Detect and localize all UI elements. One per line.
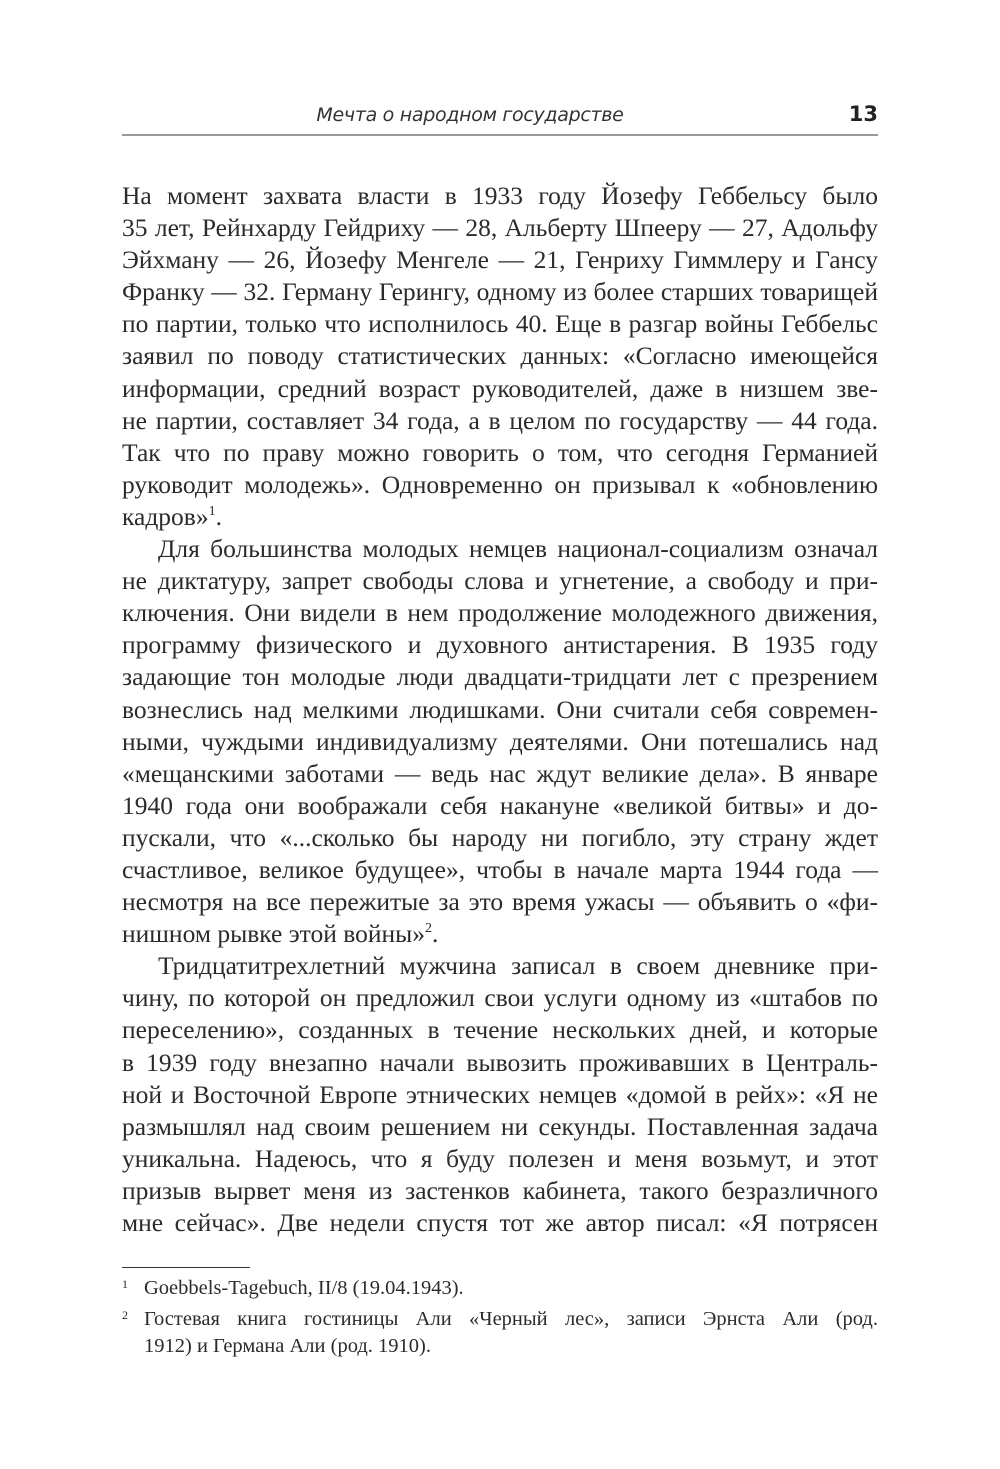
text-line: заявил по поводу статистических данных: «Согласно имеющейся	[122, 341, 878, 371]
footnote-1	[122, 1275, 878, 1302]
text-line: несмотря на все пережитые за это время ужасы — объявить о «фи-	[122, 887, 878, 917]
footnote-ref[interactable]: 2	[425, 921, 433, 937]
text-line: вознеслись над мелкими людишками. Они считали себя современ-	[122, 694, 878, 724]
text-line: Так что по праву можно говорить о том, что сегодня Германией	[122, 437, 878, 467]
text-line: нишном рывке этой войны»$^2$.	[122, 919, 439, 949]
text-line: ными, чуждыми индивидуализму деятелями. Они потешались над	[122, 726, 878, 756]
text-line: программу физического и духовного антистарения. В 1935 году	[122, 630, 878, 660]
text-line: переселению», созданных в течение нескольких дней, и которые	[122, 1015, 878, 1045]
footnote-line: Гостевая книга гостиницы Али «Черный лес», записи Эрнста Али (род.	[144, 1308, 878, 1330]
text-line: Эйхману — 26, Йозефу Менгеле — 21, Генриху Гиммлеру и Гансу	[122, 245, 878, 275]
text-line: счастливое, великое будущее», чтобы в начале марта 1944 года —	[122, 854, 878, 884]
text-line: ной и Восточной Европе этнических немцев «домой в рейх»: «Я не	[122, 1079, 878, 1109]
text-line: размышлял над своим решением ни секунды. Поставленная задача	[122, 1111, 878, 1141]
footnote-ref[interactable]: 1	[208, 503, 216, 519]
text-line: не партии, составляет 34 года, а в целом по государству — 44 года.	[122, 405, 878, 435]
text-line: Тридцатитрехлетний мужчина записал в своем дневнике при-	[158, 951, 878, 981]
text-line: уникальна. Надеюсь, что я буду полезен и меня возьмут, и этот	[122, 1143, 878, 1173]
text-line: руководит молодежь». Одновременно он призывал к «обновлению	[122, 469, 878, 499]
paragraph	[122, 180, 878, 533]
footnote-line: 1912) и Германа Али (род. 1910).	[144, 1335, 431, 1357]
text-line: информации, средний возраст руководителей, даже в низшем зве-	[122, 373, 878, 403]
text-line: 35 лет, Рейнхарду Гейдриху — 28, Альберту Шпееру — 27, Адольфу	[122, 213, 878, 243]
paragraph	[122, 950, 878, 1239]
footnote-line: Goebbels-Tagebuch, II/8 (19.04.1943).	[144, 1277, 464, 1299]
text-line: кадров»$^1$.	[122, 501, 222, 531]
page-number: 13	[848, 102, 878, 126]
paragraph	[122, 533, 878, 950]
body-text	[122, 180, 878, 1239]
footnote-2	[122, 1306, 878, 1360]
text-line: ключения. Они видели в нем продолжение молодежного движения,	[122, 598, 878, 628]
text-line: На момент захвата власти в 1933 году Йозефу Геббельсу было	[122, 181, 878, 210]
footnote-mark: 1	[122, 1277, 128, 1291]
text-line: 1940 года они воображали себя накануне «великой битвы» и до-	[122, 790, 878, 820]
footnote-divider	[122, 1267, 250, 1268]
running-header	[122, 100, 878, 136]
text-line: задающие тон молодые люди двадцати-тридцати лет с презрением	[122, 662, 878, 692]
text-line: Франку — 32. Герману Герингу, одному из более старших товарищей	[122, 277, 878, 307]
text-line: пускали, что «...сколько бы народу ни погибло, эту страну ждет	[122, 822, 878, 852]
text-line: в 1939 году внезапно начали вывозить проживавших в Централь-	[122, 1047, 878, 1077]
text-line: чину, по которой он предложил свои услуги одному из «штабов по	[122, 983, 878, 1013]
footnotes	[122, 1275, 878, 1364]
footnote-mark: 2	[122, 1308, 128, 1322]
text-line: «мещанскими заботами — ведь нас ждут великие дела». В январе	[122, 758, 878, 788]
text-line: по партии, только что исполнилось 40. Еще в разгар войны Геббельс	[122, 309, 878, 339]
text-line: призыв вырвет меня из застенков кабинета, такого безразличного	[122, 1175, 878, 1205]
running-title: Мечта о народном государстве	[316, 104, 624, 126]
text-line: мне сейчас». Две недели спустя тот же автор писал: «Я потрясен	[122, 1208, 878, 1237]
text-line: Для большинства молодых немцев национал-социализм означал	[158, 534, 878, 564]
text-line: не диктатуру, запрет свободы слова и угнетение, а свободу и при-	[122, 566, 878, 596]
